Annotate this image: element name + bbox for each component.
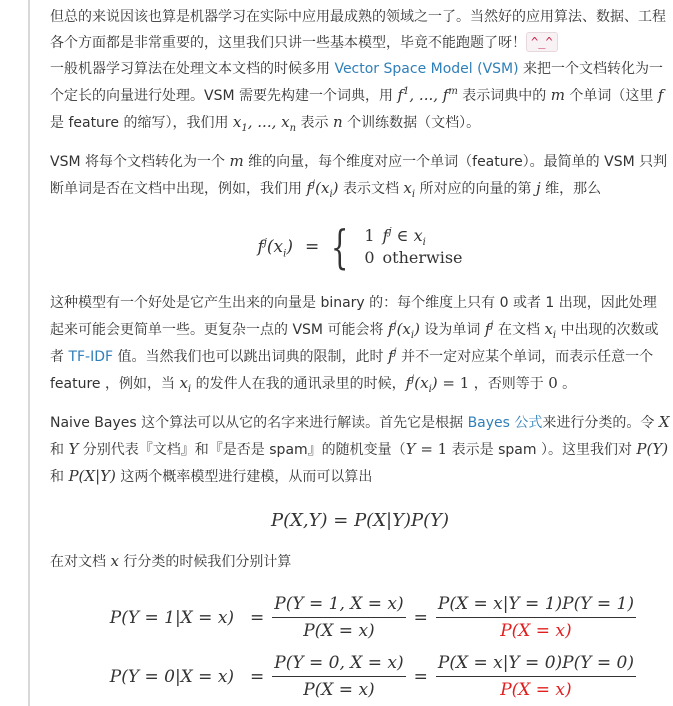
text-span: 在文档 [493,322,545,338]
paragraph-binary [50,290,670,397]
math-inline: n [332,113,343,131]
math-inline: $f^j(x_i)$ [306,179,339,200]
text-span: 这两个概率模型进行建模，从而可以算出 [115,469,373,485]
text-span: 所对应的向量的第 [415,181,536,197]
text-span: 并不一定对应某个单词，而表示任意一个 feature ，例如，当 [50,349,654,392]
fraction [272,591,405,644]
cases-row [357,247,463,269]
text-span: 是 feature 的缩写），我们用 [50,115,233,131]
paragraph-classify [50,548,670,575]
text-span: 维，那么 [540,181,602,197]
fraction-numerator: P(Y = 1, X = x) [272,591,405,618]
fraction [272,650,405,703]
text-span: 设为单词 [419,322,485,338]
math-inline: $f^j$ [484,320,494,338]
text-span: 分别代表『文档』和『是否是 spam』的随机变量（ [78,442,406,458]
element-of: ∈ [391,226,414,245]
equals-sign: = [413,666,428,687]
paragraph-naive-bayes [50,409,670,490]
text-span: 表示文档 [338,181,404,197]
math-inline: $f^j(x_i) = 1$ [405,374,470,395]
math-inline: $x_1$, ..., $x_n$ [232,113,297,134]
math-inline: Y [68,440,79,458]
case-var: f [382,226,389,245]
text-span: 和 [50,442,69,458]
math-inline: m [550,86,565,104]
text-span: 表示词典中的 [457,88,551,104]
math-inline: $f^1$, ..., $f^m$ [397,86,458,104]
text-span: 和 [50,469,69,485]
fraction-denominator: P(X = x) [303,680,375,700]
equation-posterior-0 [50,650,670,703]
tfidf-link[interactable]: TF-IDF [68,349,114,365]
math-inline: $f^j$ [387,347,397,365]
math-inline: f [657,86,664,104]
paragraph-vsm [50,148,670,202]
equation-lhs: P(Y = 0|X = x) [109,666,235,687]
left-brace: { [331,220,349,274]
case-otherwise: otherwise [382,248,463,267]
text-span: Naive Bayes 这个算法可以从它的名字来进行解读。首先它是根据 [50,415,468,431]
math-inline: 0 [548,374,558,392]
case-value: 1 [364,226,375,245]
equals-sign: = [250,666,265,687]
text-span: 来进行分类的。令 [542,415,659,431]
math-inline: m [229,152,244,170]
fraction-numerator: P(X = x|Y = 0)P(Y = 0) [436,650,636,677]
text-span: 的发件人在我的通讯录里的时候， [191,376,406,392]
bayes-formula-link[interactable]: Bayes 公式 [467,415,543,431]
math-inline: P(Y) [636,440,669,458]
text-span: 表示 [296,115,333,131]
fraction-numerator: P(X = x|Y = 1)P(Y = 1) [436,591,636,618]
equation-posterior-1 [50,591,670,644]
text-span: 来把一个文档转化为一个定长的向量进行处理。VSM 需要先构建一个词典，用 [50,61,664,104]
article-body [50,0,670,703]
text-span: 维的向量，每个维度对应一个单词（feature）。最简单的 VSM 只判断单词是否在文档中出现，例如，我们用 [50,154,668,197]
cases-row [357,225,463,247]
text-span: 一般机器学习算法在处理文本文档的时候多用 [50,61,335,77]
math-inline: $x_i$ [403,179,416,200]
text-span: 。 [557,376,577,392]
text-span: 但总的来说因该也算是机器学习在实际中应用最成熟的领域之一了。当然好的应用算法、数据、工程各个方面都是非常重要的，这里我们只讲一些基本模型，毕竟不能跑题了呀！ [50,9,666,51]
text-span: VSM 将每个文档转化为一个 [50,154,230,170]
text-span: 个训练数据（文档）。 [342,115,481,131]
vsm-link[interactable]: Vector Space Model (VSM) [334,61,519,77]
equation-cases [50,216,670,278]
math-inline: X [658,413,670,431]
text-span: 个单词（这里 [564,88,658,104]
highlighted-denominator: P(X = x) [500,680,572,700]
equation-lhs: P(Y = 1|X = x) [109,607,235,628]
equals-sign: = [413,607,428,628]
fraction-denominator: P(X = x) [303,621,375,641]
equals-sign: = [304,237,320,257]
blockquote-rule [28,0,30,706]
text-span: 表示是 spam ）。这里我们对 [447,442,637,458]
text-span: ，否则等于 [469,376,549,392]
equals-sign: = [250,607,265,628]
case-condition [383,247,463,269]
text-span: 值。当然我们也可以跳出词典的限制，此时 [113,349,388,365]
fraction-numerator: P(Y = 0, X = x) [272,650,405,677]
equation-joint: P(X,Y) = P(X|Y)P(Y) [270,510,450,531]
math-inline: Y = 1 [405,440,448,458]
math-inline: P(X|Y) [68,467,116,485]
fraction [436,650,636,703]
text-span: 这种模型有一个好处是它产生出来的向量是 binary 的：每个维度上只有 0 或者 1 出现，因此处理起来可能会更简单一些。更复杂一点的 VSM 可能会将 [50,295,657,338]
case-value: 0 [364,248,375,267]
emoticon-code: ^_^ [526,32,558,52]
text-span: 行分类的时候我们分别计算 [118,554,292,570]
math-inline: $x_i$ [179,374,192,395]
math-inline: x [110,552,119,570]
cases-body [357,225,463,269]
text-span: 在对文档 [50,554,111,570]
equation-lhs: $f^j(x_i)$ [257,237,293,260]
highlighted-denominator: P(X = x) [500,621,572,641]
case-condition: $f^j$ ∈ $x_i$ [382,226,426,249]
math-inline: $x_i$ [544,320,557,341]
math-inline: $f^j(x_i)$ [387,320,420,341]
fraction [436,591,636,644]
text-span: 中出现的次数或者 [50,322,659,365]
paragraph-intro [50,4,670,136]
math-inline: j [535,179,541,197]
